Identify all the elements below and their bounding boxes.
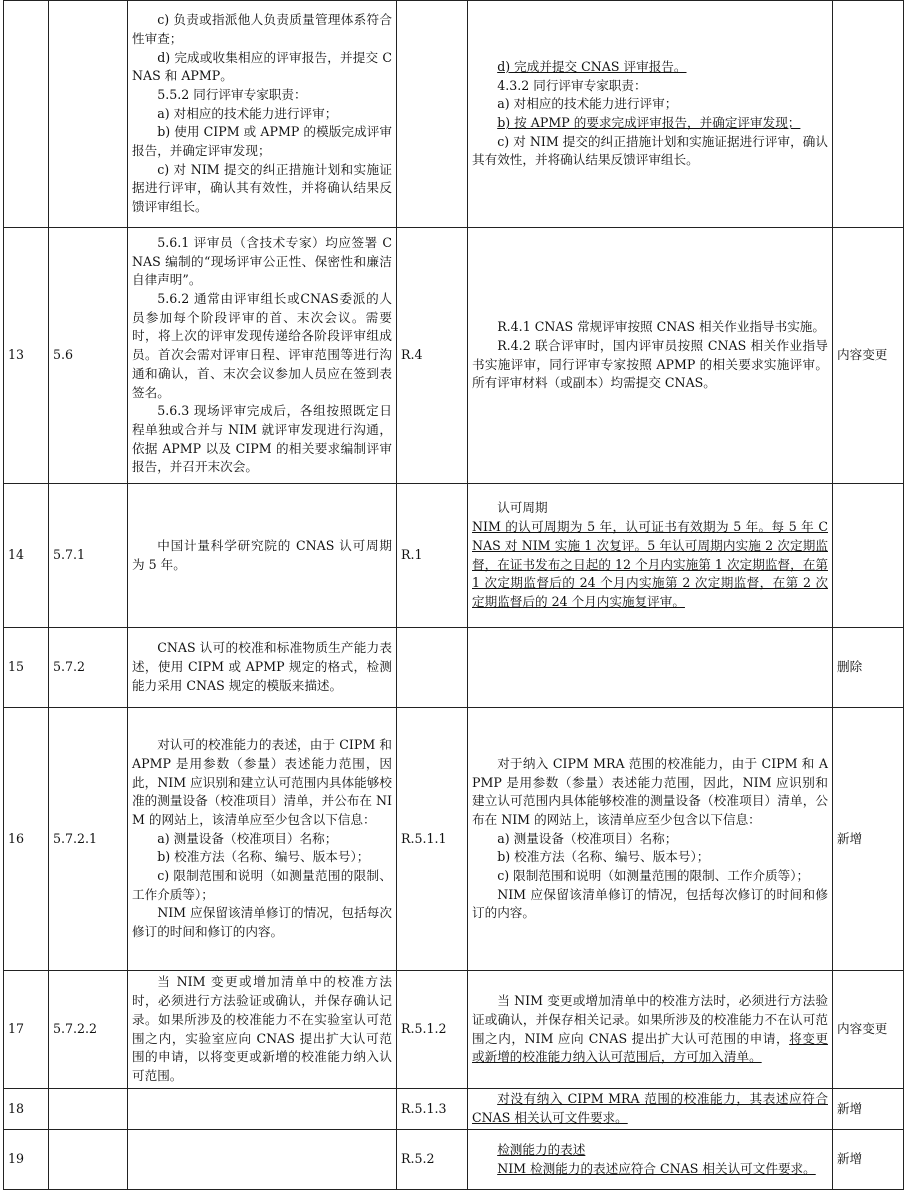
new-text-line: 对没有纳入 CIPM MRA 范围的校准能力，其表述应符合 CNAS 相关认可文件要求。 xyxy=(472,1091,828,1125)
row-number xyxy=(4,1,49,228)
new-clause-ref: R.5.1.2 xyxy=(397,971,468,1089)
new-text-line: R.4.1 CNAS 常规评审按照 CNAS 相关作业指导书实施。 xyxy=(497,319,825,335)
table-row xyxy=(4,484,904,628)
old-text-line: 5.5.2 同行评审专家职责： xyxy=(157,86,307,102)
new-text-fragment: 当 NIM 变更或增加清单中的校准方法时，必须进行方法验证或确认，并保存相关记录。如果所涉及的校准能力不在认可范围之内，NIM 应向 CNAS 提出扩大认可范围的申请， xyxy=(472,993,828,1046)
new-clause-text xyxy=(468,1089,833,1130)
table-row xyxy=(4,1130,904,1190)
table-row xyxy=(4,708,904,971)
new-text-line: 检测能力的表述 xyxy=(497,1141,586,1157)
new-text-line: NIM 的认可周期为 5 年，认可证书有效期为 5 年。每 5 年 CNAS 对 NIM 实施 1 次复评。5 年认可周期内实施 2 次定期监督，在证书发布之日起的 12 个月内实施第 1 次定期监督，在第 1 次定期监督后的 24 个月内实施第 2 次定期监督，在第 2 次定期监督后的 24 个月内实施复评审。 xyxy=(472,519,828,609)
old-text-line: NIM 应保留该清单修订的情况，包括每次修订的时间和修订的内容。 xyxy=(132,905,392,940)
old-clause-ref xyxy=(49,1130,128,1190)
old-clause-text xyxy=(128,971,397,1089)
new-clause-text xyxy=(468,1130,833,1190)
old-clause-ref: 5.6 xyxy=(49,228,128,484)
old-text-line: c) 负责或指派他人负责质量管理体系符合性审查； xyxy=(132,12,392,46)
old-text-line: CNAS 认可的校准和标准物质生产能力表述，使用 CIPM 或 APMP 规定的格式，检测能力采用 CNAS 规定的模版来描述。 xyxy=(132,640,392,693)
old-text-line: b) 使用 CIPM 或 APMP 的模版完成评审报告，并确定评审发现； xyxy=(132,124,392,159)
change-type: 删除 xyxy=(833,628,904,708)
table-row xyxy=(4,1,904,228)
old-text-line: 当 NIM 变更或增加清单中的校准方法时，必须进行方法验证或确认，并保存确认记录。如果所涉及的校准能力不在实验室认可范围之内，实验室应向 CNAS 提出扩大认可范围的申请，以将变更或新增的校准能力纳入认可范围。 xyxy=(132,974,392,1083)
old-text-line: a) 测量设备（校准项目）名称； xyxy=(157,830,338,846)
new-text-line: a) 测量设备（校准项目）名称； xyxy=(497,830,678,846)
old-clause-ref: 5.7.2.2 xyxy=(49,971,128,1089)
row-number: 17 xyxy=(4,971,49,1089)
new-clause-text xyxy=(468,708,833,971)
old-clause-ref xyxy=(49,1,128,228)
old-clause-text xyxy=(128,484,397,628)
new-text-line: a) 对相应的技术能力进行评审； xyxy=(497,96,678,112)
table-row xyxy=(4,228,904,484)
new-text-line: NIM 检测能力的表述应符合 CNAS 相关认可文件要求。 xyxy=(497,1160,816,1176)
new-text-line: 4.3.2 同行评审专家职责： xyxy=(497,77,647,93)
new-clause-text xyxy=(468,228,833,484)
change-type: 新增 xyxy=(833,1089,904,1130)
change-type: 内容变更 xyxy=(833,971,904,1089)
table-row xyxy=(4,1089,904,1130)
old-text-line: 5.6.1 评审员（含技术专家）均应签署 CNAS 编制的“现场评审公正性、保密性和廉洁自律声明”。 xyxy=(132,234,392,288)
table-row xyxy=(4,628,904,708)
old-clause-ref: 5.7.2 xyxy=(49,628,128,708)
old-clause-text xyxy=(128,228,397,484)
new-clause-text xyxy=(468,628,833,708)
new-text-line: NIM 应保留该清单修订的情况，包括每次修订的时间和修订的内容。 xyxy=(472,886,828,921)
old-text-line: 5.6.2 通常由评审组长或CNAS委派的人员参加每个阶段评审的首、末次会议。需要时，将上次的评审发现传递给各阶段评审组成员。首次会需对评审日程、评审范围等进行沟通和确认，首、末次会议参加人员应在签到表签名。 xyxy=(132,291,392,400)
old-text-line: a) 对相应的技术能力进行评审； xyxy=(157,105,338,121)
old-text-line: 5.6.3 现场评审完成后，各组按照既定日程单独或合并与 NIM 就评审发现进行沟通，依据 APMP 以及 CIPM 的相关要求编制评审报告，并召开末次会。 xyxy=(132,403,392,475)
new-clause-ref xyxy=(397,628,468,708)
old-clause-text xyxy=(128,708,397,971)
row-number: 18 xyxy=(4,1089,49,1130)
change-type: 新增 xyxy=(833,1130,904,1190)
row-number: 15 xyxy=(4,628,49,708)
comparison-table xyxy=(3,0,904,1190)
old-clause-text xyxy=(128,1130,397,1190)
old-clause-text xyxy=(128,1,397,228)
new-text-line: b) 校准方法（名称、编号、版本号）； xyxy=(497,849,710,865)
new-text-line: c) 对 NIM 提交的纠正措施计划和实施证据进行评审，确认其有效性，并将确认结果反馈评审组长。 xyxy=(472,133,828,168)
old-clause-text xyxy=(128,628,397,708)
new-clause-ref: R.5.1.1 xyxy=(397,708,468,971)
new-text-fragment: b) 按 APMP 的要求完成评审报告，并确定评审发现； xyxy=(497,115,801,130)
new-clause-ref: R.5.2 xyxy=(397,1130,468,1190)
old-clause-ref xyxy=(49,1089,128,1130)
new-text-line: c) 限制范围和说明（如测量范围的限制、工作介质等）； xyxy=(497,868,810,884)
new-clause-ref: R.4 xyxy=(397,228,468,484)
new-text-fragment-underlined: 将变更或新增的校准能力纳入认可范围后，方可加入清单。 xyxy=(472,1030,829,1065)
old-clause-ref: 5.7.2.1 xyxy=(49,708,128,971)
new-text-line: d) 完成并提交 CNAS 评审报告。 xyxy=(497,58,687,74)
old-text-line: c) 对 NIM 提交的纠正措施计划和实施证据进行评审，确认其有效性，并将确认结果反馈评审组长。 xyxy=(132,161,392,215)
old-text-line: 中国计量科学研究院的 CNAS 认可周期为 5 年。 xyxy=(132,537,392,572)
row-number: 19 xyxy=(4,1130,49,1190)
new-text-line: 对于纳入 CIPM MRA 范围的校准能力，由于 CIPM 和 APMP 是用参数（参量）表述能力范围，因此，NIM 应识别和建立认可范围内具体能够校准的测量设备（校准项目）清单，公布在 NIM 的网站上，该清单应至少包含以下信息： xyxy=(472,755,828,827)
row-number: 16 xyxy=(4,708,49,971)
old-text-line: 对认可的校准能力的表述，由于 CIPM 和 APMP 是用参数（参量）表述能力范围，因此，NIM 应识别和建立认可范围内具体能够校准的测量设备（校准项目）清单，并公布在 NIM 的网站上，该清单应至少包含以下信息： xyxy=(132,737,392,827)
old-clause-text xyxy=(128,1089,397,1130)
old-clause-ref: 5.7.1 xyxy=(49,484,128,628)
row-number: 14 xyxy=(4,484,49,628)
new-text-line: 认可周期 xyxy=(497,500,548,516)
table-row xyxy=(4,971,904,1089)
new-clause-ref: R.5.1.3 xyxy=(397,1089,468,1130)
new-text-line: R.4.2 联合评审时，国内评审员按照 CNAS 相关作业指导书实施评审，同行评审专家按照 APMP 的相关要求实施评审。所有评审材料（或副本）均需提交 CNAS。 xyxy=(472,337,828,391)
old-text-line: c) 限制范围和说明（如测量范围的限制、工作介质等）； xyxy=(132,868,392,902)
new-text-line xyxy=(472,992,828,1067)
new-clause-text xyxy=(468,484,833,628)
change-type: 新增 xyxy=(833,708,904,971)
new-clause-ref: R.1 xyxy=(397,484,468,628)
old-text-line: d) 完成或收集相应的评审报告，并提交 CNAS 和 APMP。 xyxy=(132,49,392,84)
new-text-line xyxy=(472,114,828,133)
change-type xyxy=(833,484,904,628)
old-text-line: b) 校准方法（名称、编号、版本号）； xyxy=(157,849,370,865)
change-type xyxy=(833,1,904,228)
change-type: 内容变更 xyxy=(833,228,904,484)
new-clause-text xyxy=(468,1,833,228)
new-clause-text xyxy=(468,971,833,1089)
new-clause-ref xyxy=(397,1,468,228)
row-number: 13 xyxy=(4,228,49,484)
